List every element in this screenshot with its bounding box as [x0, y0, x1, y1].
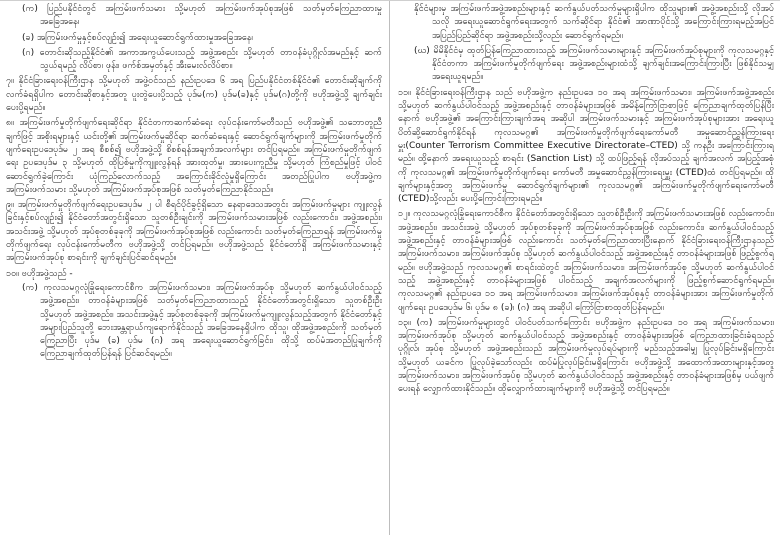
clause-10-heading: ၁၀။ ဗဟိုအဖွဲ့သည် -	[6, 268, 73, 279]
clause-13-ka: ၁၃။ (က) အကြမ်းဖက်မှုများတွင် ပါဝင်ပတ်သက်ကြောင်း ဗဟိုအဖွဲ့က နည်းဥပဒေ ၁၀ အရ အကြမ်းဖက်သမား၊ အကြမ်းဖက်အုပ်စု သို့မဟုတ် ဆက်နွယ်ပါဝင်သည့် အဖွဲ့အစည်းနှင့် တာဝန်ခံများအဖြစ် ကြေညာထားခြင်းခံရသည့် ပုဂ္ဂိုလ်၊ အုပ်စု သို့မဟုတ် အဖွဲ့အစည်းသည် အကြမ်းဖက်မှုလုပ်ရပ်များကို မည်သည့်အခါမျှ ပြုလုပ်ခြင်းမရှိကြောင်း သို့မဟုတ် ယခင်က ပြုလုပ်ခဲ့သော်လည်း ထပ်မံပြုလုပ်ခြင်းမရှိကြောင်း ဗဟိုအဖွဲ့သို့ အထောက်အထားများနှင့်အတူ အကြမ်းဖက်သမား၊ အကြမ်းဖက်အုပ်စု သို့မဟုတ် ဆက်နွယ်ပါဝင်သည့် အဖွဲ့အစည်းနှင့် တာဝန်ခံများအဖြစ်မှ ပယ်ဖျက်ပေးရန် လျှောက်ထားနိုင်သည်။ ထိုလျှောက်ထားချက်များကို ဗဟိုအဖွဲ့သို့ တင်ပြရမည်။	[398, 317, 774, 395]
clause-9: ၉။ အကြမ်းဖက်မှုတိုက်ဖျက်ရေးဥပဒေပုဒ်မ ၂ ပါ စီရင်ပိုင်ခွင့်ရှိသော နေရာဒေသအတွင်း အကြမ်းဖက်မှုများ ကျူးလွန်ခြင်းနှင့်စပ်လျဉ်း၍ နိုင်ငံတော်အတွင်းရှိသော သူတစ်ဦးချင်းကို အကြမ်းဖက်သမားအဖြစ် လည်းကောင်း၊ အဖွဲ့အစည်း၊ အသင်းအဖွဲ့ သို့မဟုတ် အုပ်စုတစ်ခုခုကို အကြမ်းဖက်အုပ်စုအဖြစ် လည်းကောင်း သတ်မှတ်ကြေညာရန် အကြမ်းဖက်မှုတိုက်ဖျက်ရေး လုပ်ငန်းကော်မတီက ဗဟိုအဖွဲ့သို့ တင်ပြရမည်။ ဗဟိုအဖွဲ့သည် နိုင်ငံတော်ရှိ အကြမ်းဖက်သမားနှင့် အကြမ်းဖက်အုပ်စု စာရင်းကို ချက်ချင်းပြင်ဆင်ရမည်။	[6, 200, 382, 264]
clause-6-ga: (ဂ) တောင်းဆိုသည့်နိုင်ငံ၏ အကာအကွယ်ပေးသည့် အဖွဲ့အစည်း သို့မဟုတ် တာဝန်ခံပုဂ္ဂိုလ်အမည်နှင့် ဆက်သွယ်ရမည့် လိပ်စာ၊ ဖုန်း၊ ဖက်စ်အမှတ်နှင့် အီးမေးလ်လိပ်စာ။	[22, 47, 382, 72]
right-column	[398, 3, 774, 535]
clause-10-ka: (က) ကုလသမဂ္ဂလုံခြုံရေးကောင်စီက အကြမ်းဖက်သမား၊ အကြမ်းဖက်အုပ်စု သို့မဟုတ် ဆက်နွယ်ပါဝင်သည့် အဖွဲ့အစည်း၊ တာဝန်ခံများအဖြစ် သတ်မှတ်ကြေညာထားသည့် နိုင်ငံတော်အတွင်းရှိသော သူတစ်ဦးဦး သို့မဟုတ် အဖွဲ့အစည်း၊ အသင်းအဖွဲ့နှင့် အုပ်စုတစ်ခုခုကို အကြမ်းဖက်မှုကျူးလွန်သည့်အတွက် နိုင်ငံတော်နှင့် အများပြည်သူတို့ ဘေးအန္တရာယ်ကျရောက်နိုင်သည့် အခြေအနေရှိပါက ထိုသူ၊ ထိုအဖွဲ့အစည်းကို သတ်မှတ်ကြေညာပြီး ပုဒ်မ (ခ) ပုဒ်မ (ဂ) အရ အရေးယူဆောင်ရွက်ခြင်း၊ ထိုသို့ ထပ်မံအတည်ပြုချက်ကို ကြေညာချက်ထုတ်ပြန်ရန် ပြင်ဆင်ရမည်။	[22, 282, 382, 360]
clause-10-gha: (ဃ) မိမိနိုင်ငံမှ ထုတ်ပြန်ကြေညာထားသည့် အကြမ်းဖက်သမားများနှင့် အကြမ်းဖက်အုပ်စုများကို ကုလသမဂ္ဂနှင့် နိုင်ငံတကာ အကြမ်းဖက်မှုတိုက်ဖျက်ရေး အဖွဲ့အစည်းများထံသို့ ချက်ချင်းအကြောင်းကြားပြီး ဖြစ်နိုင်သမျှ အရေးယူရမည်။	[414, 45, 774, 83]
column-divider	[389, 1, 390, 535]
clause-11: ၁၁။ နိုင်ငံခြားရေးဝန်ကြီးဌာန သည် ဗဟိုအဖွဲ့က နည်းဥပဒေ ၁၀ အရ အကြမ်းဖက်သမား၊ အကြမ်းဖက်အဖွဲ့အစည်း သို့မဟုတ် ဆက်နွယ်ပါဝင်သည့် အဖွဲ့အစည်းနှင့် တာဝန်ခံများအဖြစ် အမိန့်ကြော်ငြာစာဖြင့် ကြေညာချက်ထုတ်ပြန်ပြီးနောက် ဗဟိုအဖွဲ့၏ အကြောင်းကြားချက်အရ အဆိုပါ အကြမ်းဖက်သမားနှင့် အကြမ်းဖက်အုပ်စုများအား အရေးယူပိတ်ဆို့ဆောင်ရွက်နိုင်ရန် ကုလသမဂ္ဂ၏ အကြမ်းဖက်မှုတိုက်ဖျက်ရေးကော်မတီ အမှုဆောင်ညွှန်ကြားရေးမှူး(Counter Terrorism Committee Executive Directorate–CTED) သို့ ကနဦး အကြောင်းကြားရမည်။ ထို့နောက် အရေးယူသည့် စာရင်း (Sanction List) သို့ ထပ်ဖြည့်ရန် လိုအပ်သည့် ချက်အလက် အပြည့်အစုံကို ကုလသမဂ္ဂ၏ အကြမ်းဖက်မှုတိုက်ဖျက်ရေး ကော်မတီ အမှုဆောင်ညွှန်ကြားရေးမှူး (CTED)ထံ တင်ပြရမည်။ ထိုချက်များနှင့်အတူ အကြမ်းဖက်မှု ဆောင်ရွက်ချက်များ၏ ကုလသမဂ္ဂ၏ အကြမ်းဖက်မှုတိုက်ဖျက်ရေးကော်မတီ (CTED)သို့လည်း ပေးပို့ကြောင်းကြားရမည်။	[398, 87, 774, 205]
clause-12: ၁၂။ ကုလသမဂ္ဂလုံခြုံရေးကောင်စီက နိုင်ငံတော်အတွင်းရှိသော သူတစ်ဦးဦးကို အကြမ်းဖက်သမားအဖြစ် လည်းကောင်း၊ အဖွဲ့အစည်း၊ အသင်းအဖွဲ့ သို့မဟုတ် အုပ်စုတစ်ခုခုကို အကြမ်းဖက်အုပ်စုအဖြစ် လည်းကောင်း၊ ဆက်နွယ်ပါဝင်သည့် အဖွဲ့အစည်းနှင့် တာဝန်ခံများအဖြစ် လည်းကောင်း သတ်မှတ်ကြေညာထားပြီးနောက် နိုင်ငံခြားရေးဝန်ကြီးဌာနသည် အကြမ်းဖက်သမား၊ အကြမ်းဖက်အုပ်စု သို့မဟုတ် ဆက်နွယ်ပါဝင်သည့် အဖွဲ့အစည်းနှင့် တာဝန်ခံများအဖြစ် ဖြည့်စွက်ရမည်။ ဗဟိုအဖွဲ့သည် ကုလသမဂ္ဂ၏ စာရင်းထဲတွင် အကြမ်းဖက်သမား၊ အကြမ်းဖက်အုပ်စု သို့မဟုတ် ဆက်နွယ်ပါဝင်သည့် အဖွဲ့အစည်းနှင့် တာဝန်ခံများအဖြစ် ပါဝင်သည့် အချက်အလက်များကို ဖြည့်စွက်ဆောင်ရွက်ရမည်။ ကုလသမဂ္ဂ၏ နည်းဥပဒေ ၁၁ အရ အကြမ်းဖက်သမား၊ အကြမ်းဖက်အုပ်စုနှင့် တာဝန်ခံများအား အကြမ်းဖက်မှုတိုက်ဖျက်ရေး ဥပဒေပုဒ်မ ၆၊ ပုဒ်မ ၈ (ခ)၊ (ဂ) အရ အဆိုပါ ကြော်ငြာစာထုတ်ပြန်ရမည်။	[398, 209, 774, 313]
clause-8: ၈။ အကြမ်းဖက်မှုတိုက်ဖျက်ရေးဆိုင်ရာ နိုင်ငံတကာဆက်ဆံရေး လုပ်ငန်းကော်မတီသည် ဗဟိုအဖွဲ့၏ သဘောတူညီချက်ဖြင့် အစိုးရများနှင့် ယင်းတို့၏ အကြမ်းဖက်မှုဆိုင်ရာ ဆက်ဆံရေးနှင့် ဆောင်ရွက်ချက်များကို အကြမ်းဖက်မှုတိုက်ဖျက်ရေးဥပဒေပုဒ်မ ၂ အရ စီစစ်၍ ဗဟိုအဖွဲ့သို့ စိစစ်ရန်အချက်အလက်များ တင်ပြရမည်။ အကြမ်းဖက်မှုတိုက်ဖျက်ရေး ဥပဒေပုဒ်မ ၃ သို့မဟုတ် ထိုပြစ်မှုကိုကျူးလွန်ရန် အားထုတ်မှု၊ အားပေးကူညီမှု သို့မဟုတ် ကြံစည်မှုဖြင့် ပါဝင်ဆောင်ရွက်ခဲ့ကြောင်း ယုံကြည်လောက်သည့် အကြောင်းခိုင်လုံမှုရှိကြောင်း အတည်ပြုပါက ဗဟိုအဖွဲ့က အကြမ်းဖက်သမား သို့မဟုတ် အကြမ်းဖက်အုပ်စုအဖြစ် သတ်မှတ်ကြေညာနိုင်သည်။	[6, 118, 382, 195]
left-column	[6, 3, 382, 535]
clause-10-ga-continued: နိုင်ငံများမှ အကြမ်းဖက်အဖွဲ့အစည်းများနှင့် ဆက်နွယ်ပတ်သက်မှုများရှိပါက ထိုသူများ၏ အဖွဲ့အစည်းသို့ လိုအပ်သလို အရေးယူဆောင်ရွက်ရေးအတွက် သက်ဆိုင်ရာ နိုင်ငံ၏ အာဏာပိုင်သို့ အကြောင်းကြားရမည့်အပြင် အပြည်ပြည်ဆိုင်ရာ အဖွဲ့အစည်းသို့လည်း ဆောင်ရွက်ရမည်။	[414, 4, 774, 41]
clause-6-kha: (ခ) အကြမ်းဖက်မှုနှင့်စပ်လျဉ်း၍ အရေးယူဆောင်ရွက်ထားမှုအခြေအနေ၊	[22, 32, 253, 43]
clause-7: ၇။ နိုင်ငံခြားရေးဝန်ကြီးဌာန သို့မဟုတ် အဖွဲ့ဝင်သည် နည်းဥပဒေ ၆ အရ ပြည်ပနိုင်ငံတစ်နိုင်ငံ၏ တောင်းဆိုချက်ကို လက်ခံရရှိပါက တောင်းဆိုစာနှင့်အတူ ပူးတွဲပေးပို့သည့် ပုဒ်မ(က) ပုဒ်မ(ခ)နှင့် ပုဒ်မ(ဂ)တို့ကို ဗဟိုအဖွဲ့သို့ ချက်ချင်းပေးပို့ရမည်။	[6, 76, 382, 114]
clause-6-ka: (က) ပြည်ပနိုင်ငံတွင် အကြမ်းဖက်သမား သို့မဟုတ် အကြမ်းဖက်အုပ်စုအဖြစ် သတ်မှတ်ကြေညာထားမှု အခြေအနေ၊	[22, 4, 382, 28]
